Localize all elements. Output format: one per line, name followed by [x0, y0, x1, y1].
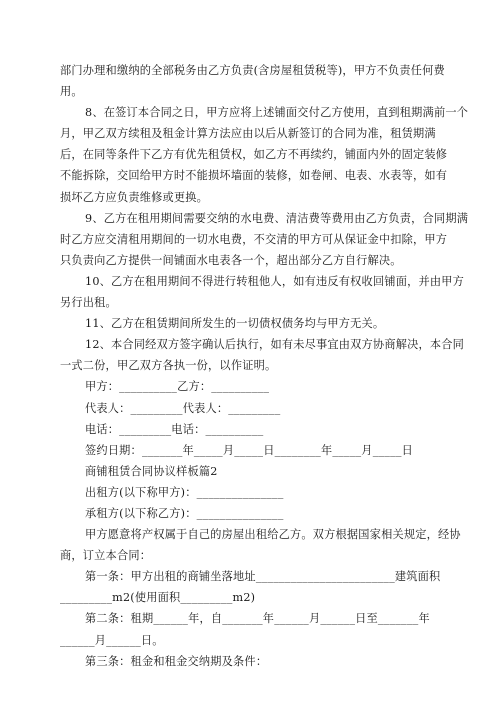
text-line: 商，订立本合同：	[60, 549, 152, 563]
text-line: 承租方(以下称乙方)：_______________	[85, 506, 284, 520]
document-page	[60, 60, 469, 672]
text-line: 后，在同等条件下乙方有优先租赁权，如乙方不再续约，铺面内外的固定装修	[60, 148, 448, 162]
text-line: 9、乙方在租用期间需要交纳的水电费、清洁费等费用由乙方负责，合同期满	[85, 211, 469, 225]
text-line: 第三条：租金和租金交纳期及条件：	[85, 654, 268, 668]
text-line: 签约日期：_______年_____月_____日________年_____月_____日	[85, 443, 414, 457]
text-line: 代表人：_________代表人：_________	[85, 401, 281, 415]
text-line: 只负责向乙方提供一间铺面水电表各一个，超出部分乙方自行解决。	[60, 253, 402, 267]
text-line: 甲方愿意将产权属于自己的房屋出租给乙方。双方根据国家相关规定，经协	[85, 528, 461, 542]
text-line: 甲方：__________乙方：__________	[85, 380, 270, 394]
text-line: 部门办理和缴纳的全部税务由乙方负责(含房屋租赁税等)，甲方不负责任何费	[60, 64, 445, 77]
text-line: 时乙方应交清租用期间的一切水电费，不交清的甲方可从保证金中扣除，甲方	[60, 232, 448, 246]
text-line: 商铺租赁合同协议样板篇2	[85, 464, 218, 478]
text-line: 月，甲乙双方续租及租金计算方法应由以后从新签订的合同为准，租赁期满	[60, 127, 436, 141]
text-line: 8、在签订本合同之日，甲方应将上述铺面交付乙方使用，直到租期满前一个	[85, 106, 469, 120]
text-line: _________m2(使用面积_________m2)	[60, 591, 256, 605]
text-line: 11、乙方在租赁期间所发生的一切债权债务均与甲方无关。	[85, 317, 385, 331]
text-line: 出租方(以下称甲方)：_______________	[85, 485, 284, 499]
text-line: 损坏乙方应负责维修或更换。	[60, 190, 209, 204]
text-line: 一式二份，甲乙双方各执一份，以作证明。	[60, 359, 277, 373]
text-line: 用。	[60, 85, 83, 99]
text-line: 12、本合同经双方签字确认后执行，如有未尽事宜由双方协商解决，本合同	[85, 338, 465, 352]
text-line: 10、乙方在租用期间不得进行转租他人，如有违反有权收回铺面，并由甲方	[85, 274, 465, 288]
text-line: 另行出租。	[60, 296, 117, 310]
text-line: 第二条：租期______年，自_______年______月______日至_______年	[85, 612, 430, 626]
text-line: 第一条：甲方出租的商铺坐落地址________________________建筑面积	[85, 570, 441, 584]
document-body	[60, 60, 469, 672]
text-line: 电话：_________电话：__________	[85, 422, 264, 436]
text-line: ______月______日。	[60, 633, 164, 647]
text-line: 不能拆除，交回给甲方时不能损坏墙面的装修，如卷闸、电表、水表等，如有	[60, 169, 448, 183]
